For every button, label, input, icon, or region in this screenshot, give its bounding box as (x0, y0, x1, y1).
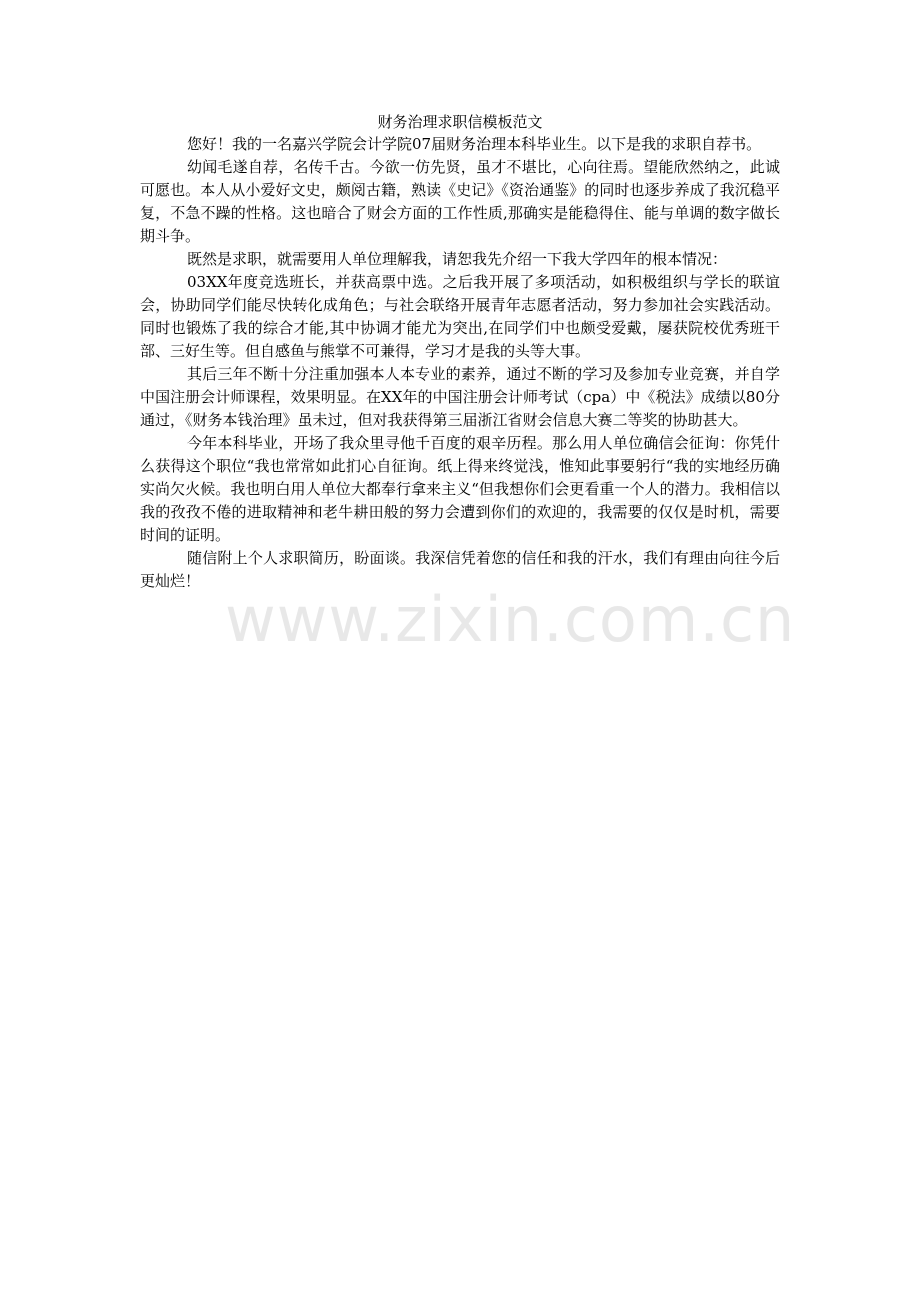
document-body (140, 111, 780, 593)
paragraph-greeting: 您好！我的一名嘉兴学院会计学院07届财务治理本科毕业生。以下是我的求职自荐书。 (187, 135, 762, 153)
paragraph-job-hunting: 今年本科毕业，开场了我众里寻他千百度的艰辛历程。那么用人单位确信会征询：你凭什么获得这个职位“我也常常如此扪心自征询。纸上得来终觉浅，惟知此事要躬行“我的实地经历确实尚欠火候。我也明白用人单位大都奉行拿来主义“但我想你们会更看重一个人的潜力。我相信以我的孜孜不倦的进取精神和老牛耕田般的努力会遭到你们的欢迎的，我需要的仅仅是时机，需要时间的证明。 (140, 434, 780, 544)
watermark-text: www.zixin.com.cn (225, 583, 796, 656)
paragraph-self-recommendation: 幼闻毛遂自荐，名传千古。今欲一仿先贤，虽才不堪比，心向往焉。望能欣然纳之，此诚可愿也。本人从小爱好文史，颇阅古籍，熟读《史记》《资治通鉴》的同时也逐步养成了我沉稳平复，不急不躁的性格。这也暗合了财会方面的工作性质,那确实是能稳得住、能与单调的数字做长期斗争。 (140, 158, 780, 245)
paragraph-class-monitor: 03XX年度竞选班长，并获高票中选。之后我开展了多项活动，如积极组织与学长的联谊会，协助同学们能尽快转化成角色；与社会联络开展青年志愿者活动，努力参加社会实践活动。同时也锻炼了我的综合才能,其中协调才能尤为突出,在同学们中也颇受爱戴，屡获院校优秀班干部、三好生等。但自感鱼与熊掌不可兼得，学习才是我的头等大事。 (140, 273, 780, 360)
document-title: 财务治理求职信模板范文 (377, 113, 543, 131)
paragraph-professional-study: 其后三年不断十分注重加强本人本专业的素养，通过不断的学习及参加专业竞赛，并自学中国注册会计师课程，效果明显。在XX年的中国注册会计师考试（cpa）中《税法》成绩以80分通过，《财务本钱治理》虽未过，但对我获得第三届浙江省财会信息大赛二等奖的协助甚大。 (140, 365, 780, 429)
paragraph-introduction: 既然是求职，就需要用人单位理解我，请恕我先介绍一下我大学四年的根本情况： (187, 250, 728, 268)
paragraph-closing: 随信附上个人求职简历，盼面谈。我深信凭着您的信任和我的汗水，我们有理由向往今后更灿烂！ (140, 549, 780, 590)
